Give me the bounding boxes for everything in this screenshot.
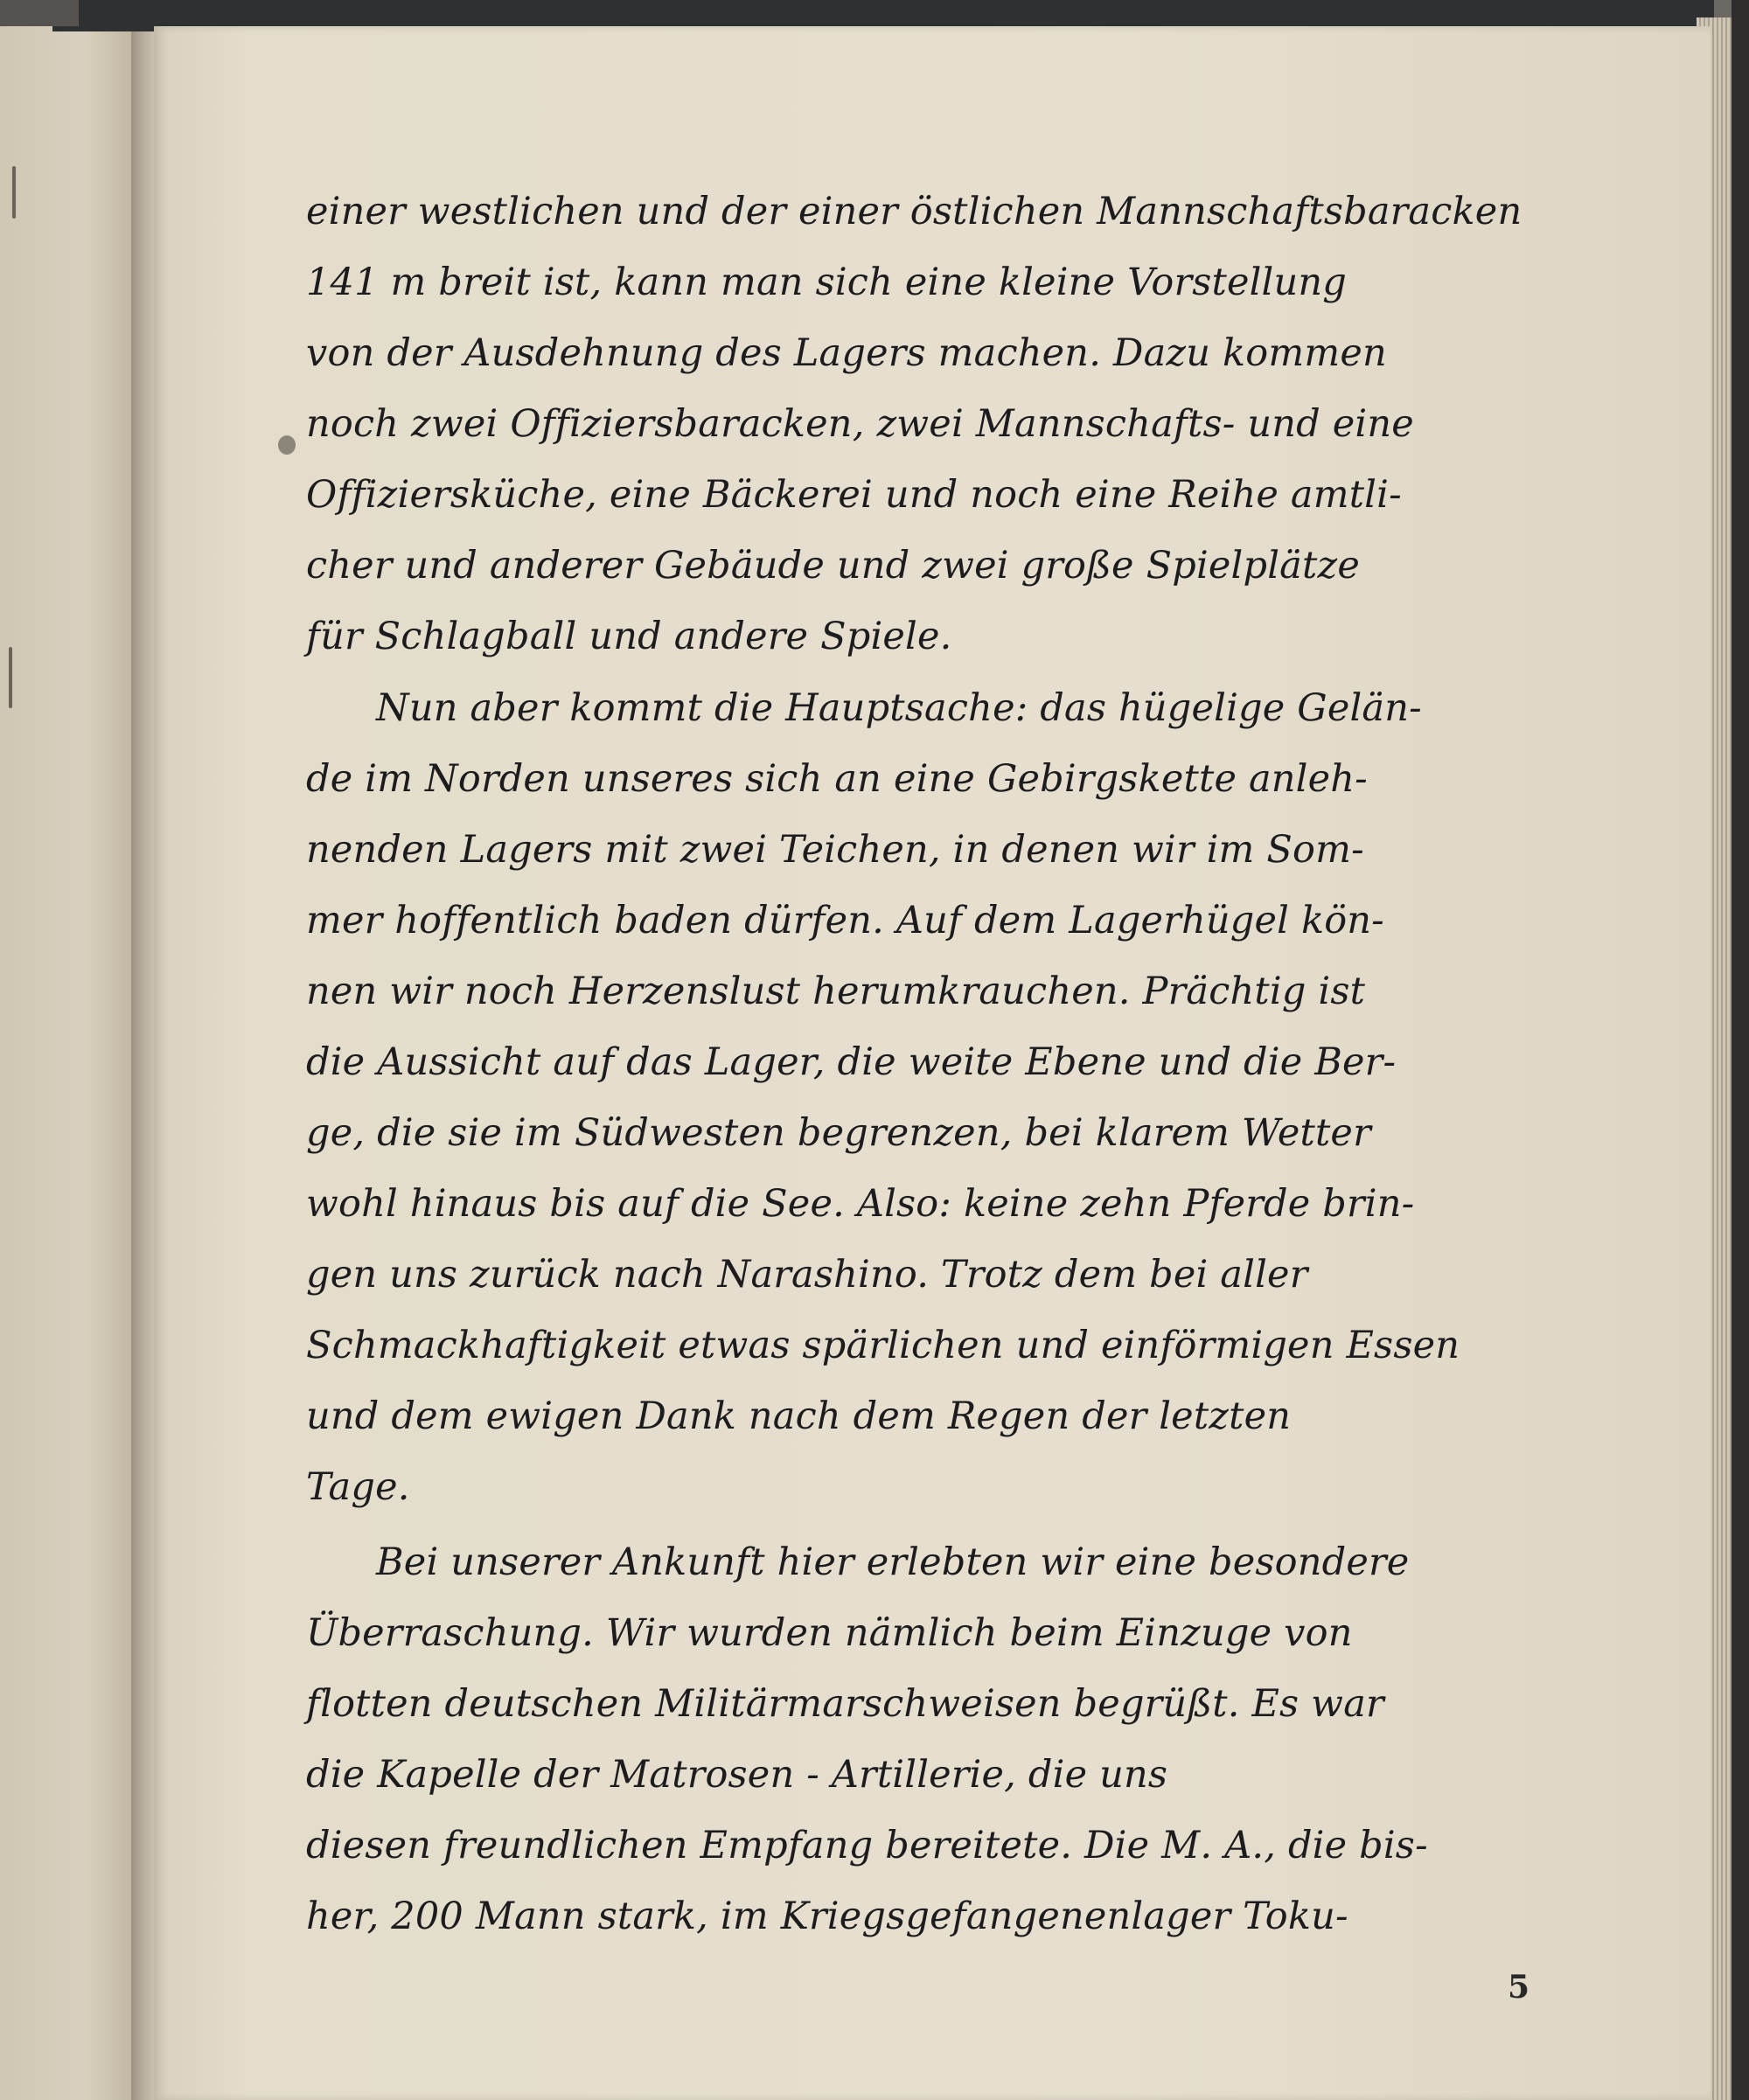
text-line: für Schlagball und andere Spiele. xyxy=(306,615,952,658)
handwritten-page xyxy=(154,26,1711,2100)
text-line: ge, die sie im Südwesten begrenzen, bei klarem Wetter xyxy=(306,1111,1371,1155)
text-line: gen uns zurück nach Narashino. Trotz dem bei aller xyxy=(306,1253,1308,1297)
text-line: Bei unserer Ankunft hier erlebten wir eine besondere xyxy=(376,1540,1410,1584)
facing-page-mark xyxy=(12,166,16,219)
text-line: die Aussicht auf das Lager, die weite Ebene und die Ber- xyxy=(306,1040,1397,1084)
text-line: diesen freundlichen Empfang bereitete. Die M. A., die bis- xyxy=(306,1824,1428,1867)
text-line: nenden Lagers mit zwei Teichen, in denen wir im Som- xyxy=(306,828,1364,872)
text-line: Tage. xyxy=(306,1465,410,1509)
text-line: wohl hinaus bis auf die See. Also: keine zehn Pferde brin- xyxy=(306,1182,1415,1226)
text-line: her, 200 Mann stark, im Kriegsgefangenenlager Toku- xyxy=(306,1895,1348,1938)
text-line: Nun aber kommt die Hauptsache: das hügelige Gelän- xyxy=(376,686,1422,730)
text-line: die Kapelle der Matrosen - Artillerie, die uns xyxy=(306,1753,1168,1797)
text-line: und dem ewigen Dank nach dem Regen der letzten xyxy=(306,1394,1292,1438)
facing-page-mark xyxy=(9,647,12,708)
text-line: Überraschung. Wir wurden nämlich beim Einzuge von xyxy=(306,1611,1353,1655)
punch-hole xyxy=(278,435,296,455)
background-shadow xyxy=(1732,0,1749,2100)
text-line: mer hoffentlich baden dürfen. Auf dem Lagerhügel kön- xyxy=(306,899,1384,942)
text-line: von der Ausdehnung des Lagers machen. Dazu kommen xyxy=(306,331,1387,375)
text-line: noch zwei Offiziersbaracken, zwei Mannschafts- und eine xyxy=(306,402,1414,446)
text-line: nen wir noch Herzenslust herumkrauchen. Prächtig ist xyxy=(306,970,1366,1013)
cover-corner xyxy=(0,0,79,26)
text-line: flotten deutschen Militärmarschweisen begrüßt. Es war xyxy=(306,1682,1384,1726)
text-line: einer westlichen und der einer östlichen Mannschaftsbaracken xyxy=(306,190,1523,233)
text-line: 141 m breit ist, kann man sich eine kleine Vorstellung xyxy=(306,261,1348,304)
page-number: 5 xyxy=(1508,1969,1530,2006)
text-line: Offiziersküche, eine Bäckerei und noch eine Reihe amtli- xyxy=(306,473,1402,517)
facing-page-edge xyxy=(0,0,140,2100)
text-line: Schmackhaftigkeit etwas spärlichen und einförmigen Essen xyxy=(306,1324,1460,1367)
text-line: de im Norden unseres sich an eine Gebirgskette anleh- xyxy=(306,757,1368,801)
text-line: cher und anderer Gebäude und zwei große Spielplätze xyxy=(306,544,1361,588)
